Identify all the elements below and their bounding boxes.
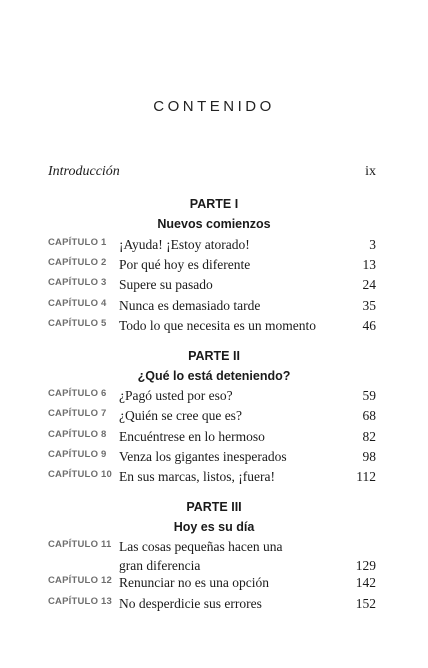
toc-row — [48, 386, 376, 406]
part-3-subtitle: Hoy es su día — [173, 520, 255, 534]
chapter-title: En sus marcas, listos, ¡fuera! — [119, 469, 275, 484]
toc-row — [48, 235, 376, 255]
intro-page-number: ix — [365, 164, 376, 179]
chapter-title: Venza los gigantes inesperados — [119, 449, 287, 464]
part-2-label: PARTE II — [188, 349, 240, 363]
chapter-title: Renunciar no es una opción — [119, 575, 269, 590]
chapter-label: CAPÍTULO 12 — [48, 575, 112, 586]
chapter-label: CAPÍTULO 1 — [48, 237, 107, 248]
chapter-label: CAPÍTULO 6 — [48, 388, 107, 399]
chapter-title: Las cosas pequeñas hacen una gran diferencia — [119, 539, 283, 573]
chapter-title: ¡Ayuda! ¡Estoy atorado! — [119, 237, 250, 252]
toc-row — [48, 573, 376, 593]
chapter-page: 82 — [362, 429, 376, 444]
chapter-label: CAPÍTULO 4 — [48, 298, 107, 309]
chapter-page: 68 — [362, 408, 376, 423]
part-1-header — [0, 194, 428, 234]
chapter-page: 13 — [362, 257, 376, 272]
part-2-header — [0, 346, 428, 386]
chapter-page: 59 — [362, 388, 376, 403]
chapter-page: 142 — [355, 575, 376, 590]
chapter-title: Todo lo que necesita es un momento — [119, 318, 317, 333]
part-2-subtitle: ¿Qué lo está deteniendo? — [137, 369, 291, 383]
chapter-page: 129 — [355, 558, 376, 573]
toc-row — [48, 255, 376, 275]
chapter-page: 112 — [356, 469, 376, 484]
chapter-page: 3 — [369, 237, 376, 252]
chapter-title: Encuéntrese en lo hermoso — [119, 429, 265, 444]
chapter-label: CAPÍTULO 3 — [48, 277, 107, 288]
chapter-page: 46 — [362, 318, 376, 333]
part-3-header — [0, 497, 428, 537]
chapter-page: 24 — [362, 277, 376, 292]
chapter-label: CAPÍTULO 7 — [48, 408, 107, 419]
page-title: CONTENIDO — [153, 98, 275, 115]
toc-row — [48, 594, 376, 614]
chapter-page: 35 — [362, 298, 376, 313]
part-1-label: PARTE I — [189, 197, 239, 211]
chapter-label: CAPÍTULO 13 — [48, 596, 112, 607]
chapter-label: CAPÍTULO 11 — [48, 539, 112, 550]
part-3-label: PARTE III — [186, 500, 242, 514]
chapter-title: ¿Pagó usted por eso? — [119, 388, 233, 403]
chapter-page: 152 — [355, 596, 376, 611]
toc-row — [48, 406, 376, 426]
chapter-title: Supere su pasado — [119, 277, 213, 292]
chapter-label: CAPÍTULO 2 — [48, 257, 107, 268]
chapter-title: Por qué hoy es diferente — [119, 257, 251, 272]
chapter-page: 98 — [362, 449, 376, 464]
intro-title: Introducción — [48, 164, 120, 179]
toc-row — [48, 447, 376, 467]
chapter-label: CAPÍTULO 10 — [48, 469, 112, 480]
toc-row — [48, 467, 376, 487]
toc-row — [48, 316, 376, 336]
intro-row — [48, 164, 376, 180]
chapter-title: No desperdicie sus errores — [119, 596, 262, 611]
part-1-subtitle: Nuevos comienzos — [157, 217, 271, 231]
chapter-label: CAPÍTULO 9 — [48, 449, 107, 460]
toc-row — [48, 537, 376, 577]
chapter-title: Nunca es demasiado tarde — [119, 298, 261, 313]
toc-row — [48, 275, 376, 295]
chapter-label: CAPÍTULO 8 — [48, 429, 107, 440]
toc-row — [48, 427, 376, 447]
chapter-title: ¿Quién se cree que es? — [119, 408, 242, 423]
toc-row — [48, 296, 376, 316]
chapter-label: CAPÍTULO 5 — [48, 318, 107, 329]
